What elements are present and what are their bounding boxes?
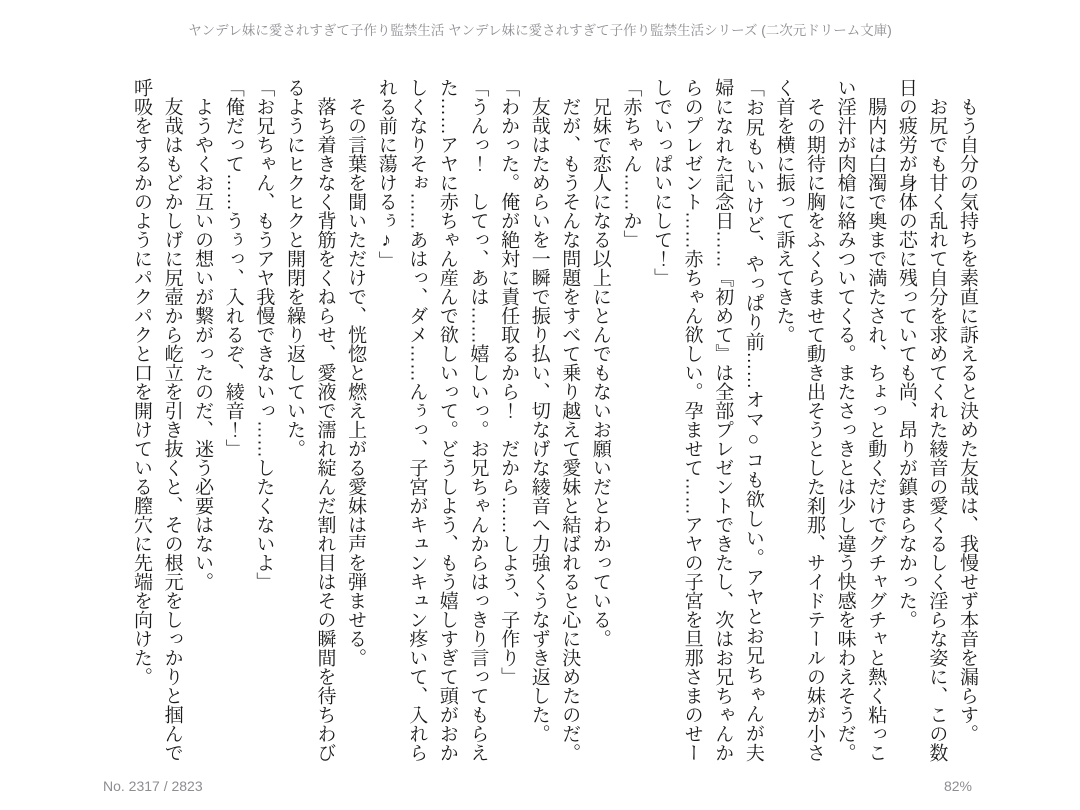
paragraph: ようやくお互いの想いが繋がったのだ、迷う必要はない。 [192,97,214,591]
paragraph: だが、もうそんな問題をすべて乗り越えて愛妹と結ばれると心に決めたのだ。 [559,97,581,762]
paragraph: 友哉はためらいを一瞬で振り払い、切なげな綾音へ力強くうなずき返した。 [528,97,550,743]
paragraph: 腸内は白濁で奥まで満たされ、ちょっと動くだけでグチャグチャと熱く粘っこい淫汁が肉槍に絡みついてくる。またさっきとは少し違う快感を味わえそうだ。 [834,78,887,762]
book-title-header: ヤンデレ妹に愛されすぎて子作り監禁生活 ヤンデレ妹に愛されすぎて子作り監禁生活シリーズ (二次元ドリーム文庫) [188,23,892,38]
reading-area[interactable] [124,78,982,762]
location-indicator: No. 2317 / 2823 [103,778,203,794]
paragraph: 「うんっ！ してっ、あは……嬉しいっ。お兄ちゃんからはっきり言ってもらえた……アヤに赤ちゃん産んで欲しいって。どうしよう、もう嬉しすぎて頭がおかしくなりそぉ……あはっ、ダメ……んぅっ、子宮がキュンキュン疼いて、入れられる前に蕩けるぅ♪」 [375,78,489,762]
paragraph: 兄妹で恋人になる以上にとんでもないお願いだとわかっている。 [589,97,611,648]
paragraph: もう自分の気持ちを素直に訴えると決めた友哉は、我慢せず本音を漏らす。 [957,97,978,743]
paragraph: 落ち着きなく背筋をくねらせ、愛液で濡れ綻んだ割れ目はその瞬間を待ちわびるようにヒクヒクと開閉を繰り返していた。 [283,78,336,762]
paragraph: 「お尻もいいけど、やっぱり前……オマ○コも欲しい。アヤとお兄ちゃんが夫婦になれた記念日……『初めて』は全部プレゼントできたし、次はお兄ちゃんからのプレゼント……赤ちゃん欲しい。孕ませて……アヤの子宮を旦那さまのせーしでいっぱいにして！」 [651,78,764,762]
paragraph: お尻でも甘く乱れて自分を求めてくれた綾音の愛くるしく淫らな姿に、この数日の疲労が身体の芯に残っていても尚、昂りが鎮まらなかった。 [895,78,948,762]
paragraph: その期待に胸をふくらませて動き出そうとした刹那、サイドテールの妹が小さく首を横に振って訴えてきた。 [773,78,826,762]
paragraph: その言葉を聞いただけで、恍惚と燃え上がる愛妹は声を弾ませる。 [345,97,367,667]
reader-footer [103,778,972,794]
paragraph: 友哉はもどかしげに尻壺から屹立を引き抜くと、その根元をしっかりと掴んで呼吸をするかのようにパクパクと口を開けている膣穴に先端を向けた。 [130,78,183,762]
paragraph: 「お兄ちゃん、もうアヤ我慢できないっ……したくないよ」 [253,78,275,591]
paragraph: 「赤ちゃん……か」 [620,78,642,249]
paragraph: 「俺だって……うぅっ、入れるぞ、綾音！」 [222,78,244,458]
progress-indicator: 82% [943,778,972,794]
paragraph: 「わかった。俺が絶対に責任取るから！ だから……しよう、子作り」 [498,78,520,686]
